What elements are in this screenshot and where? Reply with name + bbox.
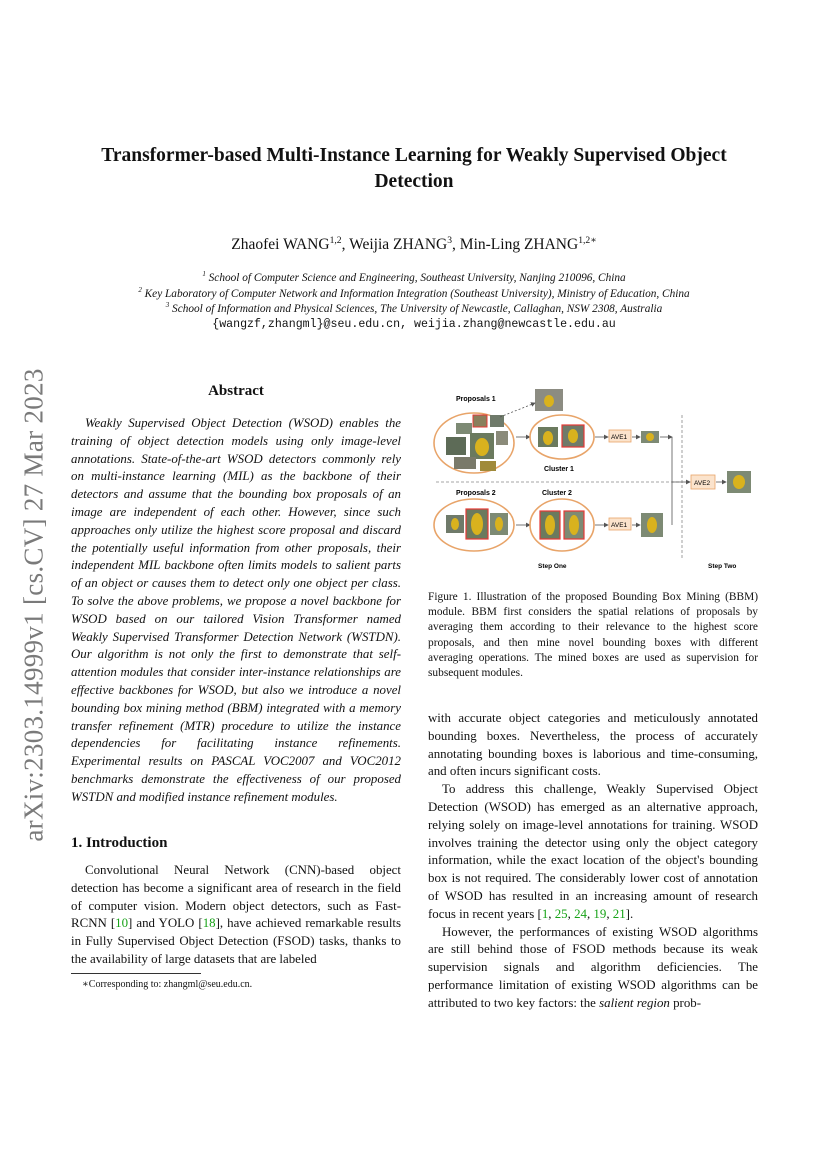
footnote: ∗Corresponding to: zhangml@seu.edu.cn. <box>82 979 253 990</box>
bird-shape <box>646 433 654 441</box>
affiliation-1: $^1$ School of Computer Science and Engineering, Southeast University, Nanjing 210096, China <box>202 270 626 284</box>
proposal-thumb <box>490 415 504 427</box>
author-name: Zhaofei WANG <box>231 236 330 253</box>
affiliation-2: $^2$ Key Laboratory of Computer Network and Information Integration (Southeast University), Ministry of Education, China <box>138 286 690 300</box>
intro-paragraph: To address this challenge, Weakly Supervised Object Detection (WSOD) has emerged as an alternative approach, relying solely on image-level annotations for training. WSOD involves training the detector using only the object category information, while the exact location of the object's bounding box is not required. The considerably lower cost of annotation of WSOD has resulted in an increasing amount of research focus in recent years [1, 25, 24, 19, 21]. <box>428 782 758 921</box>
ave2-label: AVE2 <box>694 480 711 487</box>
bird-shape <box>647 517 657 533</box>
author-affiliation-marker: 3 <box>447 234 453 246</box>
citation-link[interactable]: 18 <box>202 916 216 931</box>
intro-paragraph: with accurate object categories and meticulously annotated bounding boxes. Nevertheless, the process of accurately annotating bounding boxes is laborious and time-consuming, and often incurs significant costs. <box>428 711 758 779</box>
citation-link[interactable]: 10 <box>115 916 129 931</box>
section-heading-introduction: 1. Introduction <box>71 835 168 851</box>
bird-shape <box>543 431 553 445</box>
cluster-2-label: Cluster 2 <box>542 490 572 497</box>
proposal-thumb <box>473 415 487 427</box>
citation-link[interactable]: 1 <box>541 906 549 921</box>
proposals-1-label: Proposals 1 <box>456 396 496 403</box>
bird-shape <box>569 515 579 535</box>
citation-link[interactable]: 25 <box>554 906 568 921</box>
cluster-1-label: Cluster 1 <box>544 466 574 473</box>
ave1-top-label: AVE1 <box>611 434 628 441</box>
bird-shape <box>733 475 745 489</box>
bird-shape <box>475 438 489 456</box>
bird-shape <box>544 395 554 407</box>
bird-shape <box>545 515 555 535</box>
author-emails: {wangzf,zhangml}@seu.edu.cn, weijia.zhang@newcastle.edu.au <box>212 318 616 331</box>
intro-paragraph-left: Convolutional Neural Network (CNN)-based object detection has become a significant area of research in the field of computer vision. Modern object detectors, such as Fast-RCNN [10] and YOLO [18], have achieved remarkable results in Fully Supervised Object Detection (FSOD) tasks, thanks to the availability of large datasets that are labeled <box>71 863 401 966</box>
author-list: Zhaofei WANG$^{1,2}$, Weijia ZHANG$^3$, Min-Ling $ZHANG^{1,2∗}$ <box>231 234 597 253</box>
emphasis-text: salient region <box>599 995 670 1010</box>
step-one-label: Step One <box>538 563 567 570</box>
citation-link[interactable]: 21 <box>612 906 626 921</box>
bird-shape <box>568 429 578 443</box>
dashed-connector <box>500 403 535 417</box>
proposals-2-label: Proposals 2 <box>456 490 496 497</box>
arxiv-id: arXiv:2303.14999v1 [cs.CV] 27 Mar 2023 <box>18 368 49 842</box>
proposal-thumb <box>496 431 508 445</box>
proposal-thumb <box>446 437 466 455</box>
ave1-bottom-label: AVE1 <box>611 522 628 529</box>
citation-link[interactable]: 19 <box>593 906 607 921</box>
citation-link[interactable]: 24 <box>574 906 587 921</box>
author-affiliation-marker: 1,2 <box>329 234 342 246</box>
arxiv-stamp <box>14 360 54 850</box>
bird-shape <box>495 517 503 531</box>
author-name: Min-Ling ZHANG <box>459 236 579 253</box>
intro-right-column <box>428 710 758 1013</box>
paper-title: Transformer-based Multi-Instance Learning for Weakly Supervised Object Detection <box>101 145 727 192</box>
abstract-text: Weakly Supervised Object Detection (WSOD) enables the training of object detection models using only image-level annotations. State-of-the-art WSOD detectors commonly rely on multi-instance learning (MIL) as the backbone of their detectors and assume that the bounding box proposals of an image are independent of each other. However, since such approaches only utilize the highest score proposal and discard the potentially useful information from other proposals, their independent MIL backbone often limits models to salient parts of an object or causes them to detect only one object per class. To solve the above problems, we propose a novel backbone for WSOD based on our tailored Vision Transformer named Weakly Supervised Transformer Detection Network (WSTDN). Our algorithm is not only the first to demonstrate that self-attention modules that consider inter-instance relationships are effective backbones for WSOD, but also we introduce a novel bounding box mining method (BBM) integrated with a memory transfer refinement (MTR) procedure to utilize the instance dependencies for facilitating instance refinements. Experimental results on PASCAL VOC2007 and VOC2012 benchmarks demonstrate the effectiveness of our proposed WSTDN and modified instance refinement modules. <box>71 416 401 804</box>
proposal-thumb <box>454 457 476 469</box>
proposal-thumb <box>480 461 496 471</box>
author-name: Weijia ZHANG <box>349 236 448 253</box>
footnote-divider <box>71 973 201 974</box>
figure-1-caption: Figure 1. Illustration of the proposed Bounding Box Mining (BBM) module. BBM first considers the spatial relations of proposals by averaging them according to their relevance to the highest score proposals, and then mine novel bounding boxes with different averaging operations. The mined boxes are used as supervision for subsequent modules. <box>428 591 758 680</box>
abstract-heading: Abstract <box>208 383 264 399</box>
intro-paragraph: However, the performances of existing WSOD algorithms are still behind those of FSOD methods because its weak supervision signals and algorithm deficiencies. The performance limitation of existing WSOD algorithms can be attributed to two key factors: the salient region prob- <box>428 924 758 1010</box>
affiliation-3: $^3$ School of Information and Physical Sciences, The University of Newcastle, Callaghan, NSW 2308, Australia <box>165 301 663 315</box>
proposal-thumb <box>456 423 472 434</box>
bird-shape <box>451 518 459 530</box>
figure-1 <box>432 385 762 580</box>
step-two-label: Step Two <box>708 563 737 570</box>
bird-shape <box>471 513 483 535</box>
author-affiliation-marker: 1,2∗ <box>578 234 597 246</box>
